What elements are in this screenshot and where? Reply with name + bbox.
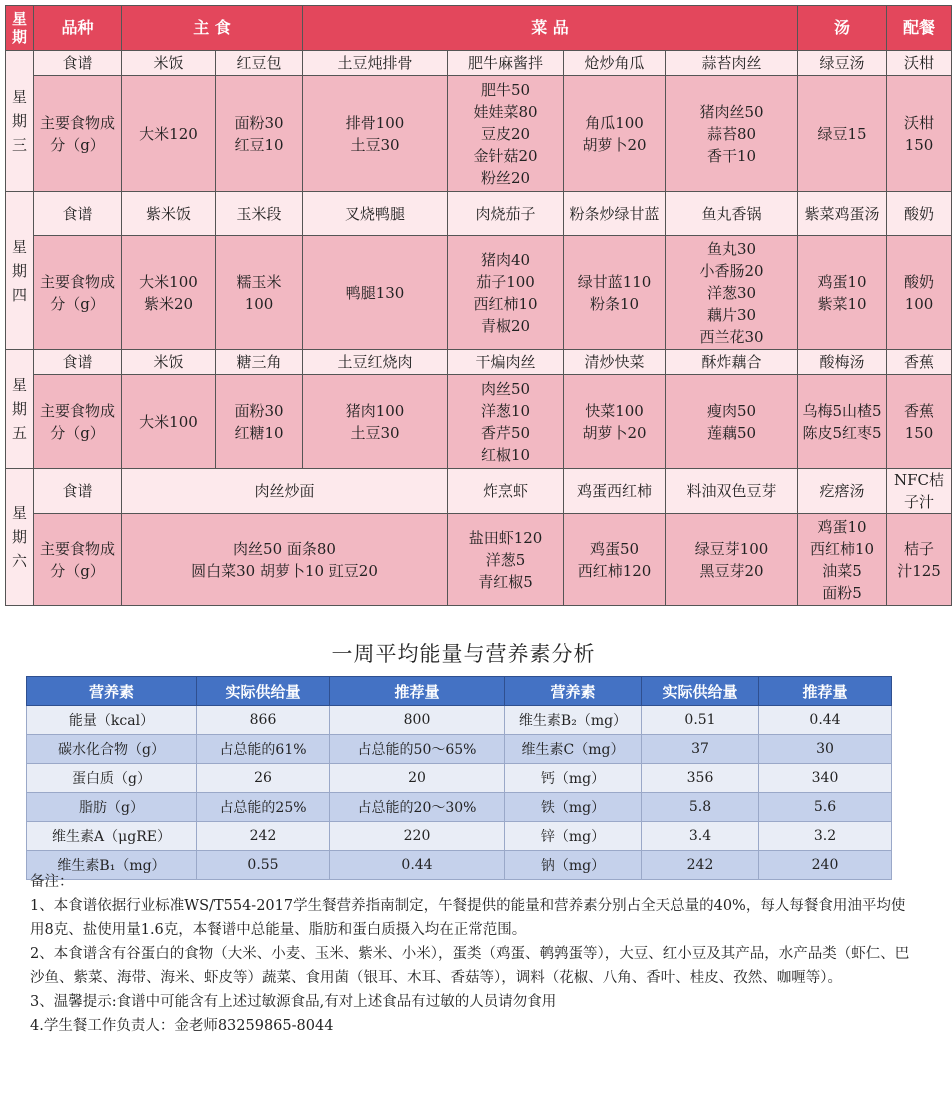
nutrient-value: 242 [642,851,759,880]
nutrition-row [27,764,892,793]
weekly-menu-table [5,5,952,606]
day-label: 星期六 [6,469,34,606]
nutrient-name: 锌（mg） [505,822,642,851]
nutrient-name: 能量（kcal） [27,706,197,735]
nutrient-name: 蛋白质（g） [27,764,197,793]
nutrient-value: 占总能的50～65% [330,735,505,764]
menu-cell: NFC桔子汁 [887,469,952,514]
row-label: 食谱 [34,192,122,236]
header-day: 星期 [6,6,34,51]
menu-cell: 鸡蛋西红柿 [564,469,666,514]
nutrient-name: 碳水化合物（g） [27,735,197,764]
menu-cell: 绿豆汤 [798,51,887,76]
nutrient-name: 钙（mg） [505,764,642,793]
row-label: 食谱 [34,51,122,76]
ingredient-cell: 瘦肉50 莲藕50 [666,375,798,469]
ingredient-cell: 排骨100 土豆30 [303,76,448,192]
ingredient-cell: 肉丝50 面条80 圆白菜30 胡萝卜10 豇豆20 [122,514,448,606]
note-item: 4.学生餐工作负责人：金老师83259865-8044 [30,1018,334,1034]
nutrient-value: 0.44 [759,706,892,735]
ingredient-row [6,514,952,606]
ingredient-cell: 盐田虾120 洋葱5 青红椒5 [448,514,564,606]
day-label: 星期五 [6,350,34,469]
nutrient-value: 0.55 [197,851,330,880]
menu-cell: 疙瘩汤 [798,469,887,514]
nutrient-value: 30 [759,735,892,764]
menu-cell: 酸梅汤 [798,350,887,375]
nutrition-row [27,706,892,735]
recipe-row [6,469,952,514]
nutrition-header: 推荐量 [759,677,892,706]
ingredient-row [6,375,952,469]
menu-cell: 粉条炒绿甘蓝 [564,192,666,236]
header-soup: 汤 [798,6,887,51]
menu-cell: 糖三角 [216,350,303,375]
day-label: 星期四 [6,192,34,350]
menu-cell: 肉丝炒面 [122,469,448,514]
nutrient-name: 维生素C（mg） [505,735,642,764]
menu-cell: 清炒快菜 [564,350,666,375]
nutrition-row [27,822,892,851]
menu-cell: 料油双色豆芽 [666,469,798,514]
note-item: 3、温馨提示:食谱中可能含有上述过敏源食品,有对上述食品有过敏的人员请勿食用 [30,994,557,1010]
nutrient-name: 维生素B₁（mg） [27,851,197,880]
nutrition-header-row [27,677,892,706]
row-label: 主要食物成分（g） [34,375,122,469]
recipe-row [6,350,952,375]
ingredient-cell: 面粉30 红糖10 [216,375,303,469]
menu-cell: 米饭 [122,51,216,76]
ingredient-cell: 鸡蛋10 紫菜10 [798,236,887,350]
ingredient-cell: 大米100 [122,375,216,469]
nutrition-header: 实际供给量 [197,677,330,706]
nutrient-value: 占总能的20～30% [330,793,505,822]
notes-section [30,870,910,1038]
header-side: 配餐 [887,6,952,51]
nutrient-value: 340 [759,764,892,793]
nutrition-row [27,793,892,822]
nutrient-value: 5.6 [759,793,892,822]
menu-cell: 酥炸藕合 [666,350,798,375]
nutrient-value: 占总能的61% [197,735,330,764]
menu-cell: 蒜苔肉丝 [666,51,798,76]
menu-cell: 肥牛麻酱拌 [448,51,564,76]
nutrition-header: 营养素 [505,677,642,706]
menu-cell: 干煸肉丝 [448,350,564,375]
header-category: 品种 [34,6,122,51]
nutrient-value: 3.2 [759,822,892,851]
nutrient-value: 37 [642,735,759,764]
ingredient-cell: 香蕉 150 [887,375,952,469]
menu-cell: 紫菜鸡蛋汤 [798,192,887,236]
ingredient-cell: 桔子 汁125 [887,514,952,606]
ingredient-cell: 绿甘蓝110 粉条10 [564,236,666,350]
menu-cell: 土豆炖排骨 [303,51,448,76]
ingredient-cell: 面粉30 红豆10 [216,76,303,192]
ingredient-cell: 大米100 紫米20 [122,236,216,350]
ingredient-cell: 猪肉100 土豆30 [303,375,448,469]
nutrient-name: 维生素B₂（mg） [505,706,642,735]
row-label: 主要食物成分（g） [34,236,122,350]
menu-cell: 沃柑 [887,51,952,76]
analysis-title: 一周平均能量与营养素分析 [331,642,596,666]
ingredient-cell: 猪肉丝50 蒜苔80 香干10 [666,76,798,192]
row-label: 食谱 [34,469,122,514]
recipe-row [6,51,952,76]
nutrient-value: 3.4 [642,822,759,851]
header-staple: 主 食 [122,6,303,51]
ingredient-cell: 乌梅5山楂5陈皮5红枣5 [798,375,887,469]
nutrient-name: 铁（mg） [505,793,642,822]
ingredient-cell: 鱼丸30 小香肠20 洋葱30 藕片30 西兰花30 [666,236,798,350]
menu-header-row [6,6,952,51]
nutrient-name: 脂肪（g） [27,793,197,822]
menu-cell: 米饭 [122,350,216,375]
nutrition-header: 推荐量 [330,677,505,706]
nutrition-row [27,735,892,764]
menu-cell: 鱼丸香锅 [666,192,798,236]
nutrient-name: 钠（mg） [505,851,642,880]
ingredient-cell: 鸡蛋10 西红柿10 油菜5 面粉5 [798,514,887,606]
ingredient-cell: 绿豆芽100 黑豆芽20 [666,514,798,606]
ingredient-cell: 绿豆15 [798,76,887,192]
nutrient-value: 356 [642,764,759,793]
note-item: 2、本食谱含有谷蛋白的食物（大米、小麦、玉米、紫米、小米），蛋类（鸡蛋、鹌鹑蛋等），大豆、红小豆及其产品，水产品类（虾仁、巴沙鱼、紫菜、海带、海米、虾皮等）蔬菜、食用菌（银耳、木耳、香菇等），调料（花椒、八角、香叶、桂皮、孜然、咖喱等）。 [30,946,910,986]
ingredient-cell: 快菜100 胡萝卜20 [564,375,666,469]
nutrient-value: 0.44 [330,851,505,880]
header-dishes: 菜 品 [303,6,798,51]
note-item: 1、本食谱依据行业标准WS/T554-2017学生餐营养指南制定，午餐提供的能量和营养素分别占全天总量的40%，每人每餐食用油平均使用8克、盐使用量1.6克，本餐谱中总能量、脂肪和蛋白质摄入均在正常范围。 [30,898,906,938]
ingredient-cell: 沃柑 150 [887,76,952,192]
row-label: 主要食物成分（g） [34,514,122,606]
nutrient-value: 242 [197,822,330,851]
menu-cell: 肉烧茄子 [448,192,564,236]
nutrient-value: 800 [330,706,505,735]
nutrient-value: 866 [197,706,330,735]
menu-cell: 炸烹虾 [448,469,564,514]
ingredient-cell: 酸奶 100 [887,236,952,350]
notes-heading: 备注： [30,874,74,890]
ingredient-cell: 糯玉米 100 [216,236,303,350]
nutrient-value: 26 [197,764,330,793]
menu-cell: 酸奶 [887,192,952,236]
menu-cell: 叉烧鸭腿 [303,192,448,236]
ingredient-row [6,76,952,192]
ingredient-cell: 角瓜100 胡萝卜20 [564,76,666,192]
day-label: 星期三 [6,51,34,192]
menu-cell: 香蕉 [887,350,952,375]
menu-cell: 红豆包 [216,51,303,76]
menu-cell: 炝炒角瓜 [564,51,666,76]
nutrient-value: 20 [330,764,505,793]
ingredient-cell: 猪肉40 茄子100 西红柿10 青椒20 [448,236,564,350]
ingredient-cell: 肉丝50 洋葱10 香芹50 红椒10 [448,375,564,469]
nutrient-name: 维生素A（μgRE） [27,822,197,851]
menu-cell: 紫米饭 [122,192,216,236]
ingredient-row [6,236,952,350]
menu-cell: 土豆红烧肉 [303,350,448,375]
ingredient-cell: 肥牛50 娃娃菜80 豆皮20 金针菇20 粉丝20 [448,76,564,192]
nutrition-header: 营养素 [27,677,197,706]
nutrient-value: 0.51 [642,706,759,735]
nutrient-value: 占总能的25% [197,793,330,822]
ingredient-cell: 鸡蛋50 西红柿120 [564,514,666,606]
menu-cell: 玉米段 [216,192,303,236]
nutrition-header: 实际供给量 [642,677,759,706]
ingredient-cell: 大米120 [122,76,216,192]
nutrient-value: 5.8 [642,793,759,822]
row-label: 食谱 [34,350,122,375]
nutrition-table [26,676,892,880]
nutrient-value: 220 [330,822,505,851]
row-label: 主要食物成分（g） [34,76,122,192]
ingredient-cell: 鸭腿130 [303,236,448,350]
nutrient-value: 240 [759,851,892,880]
recipe-row [6,192,952,236]
